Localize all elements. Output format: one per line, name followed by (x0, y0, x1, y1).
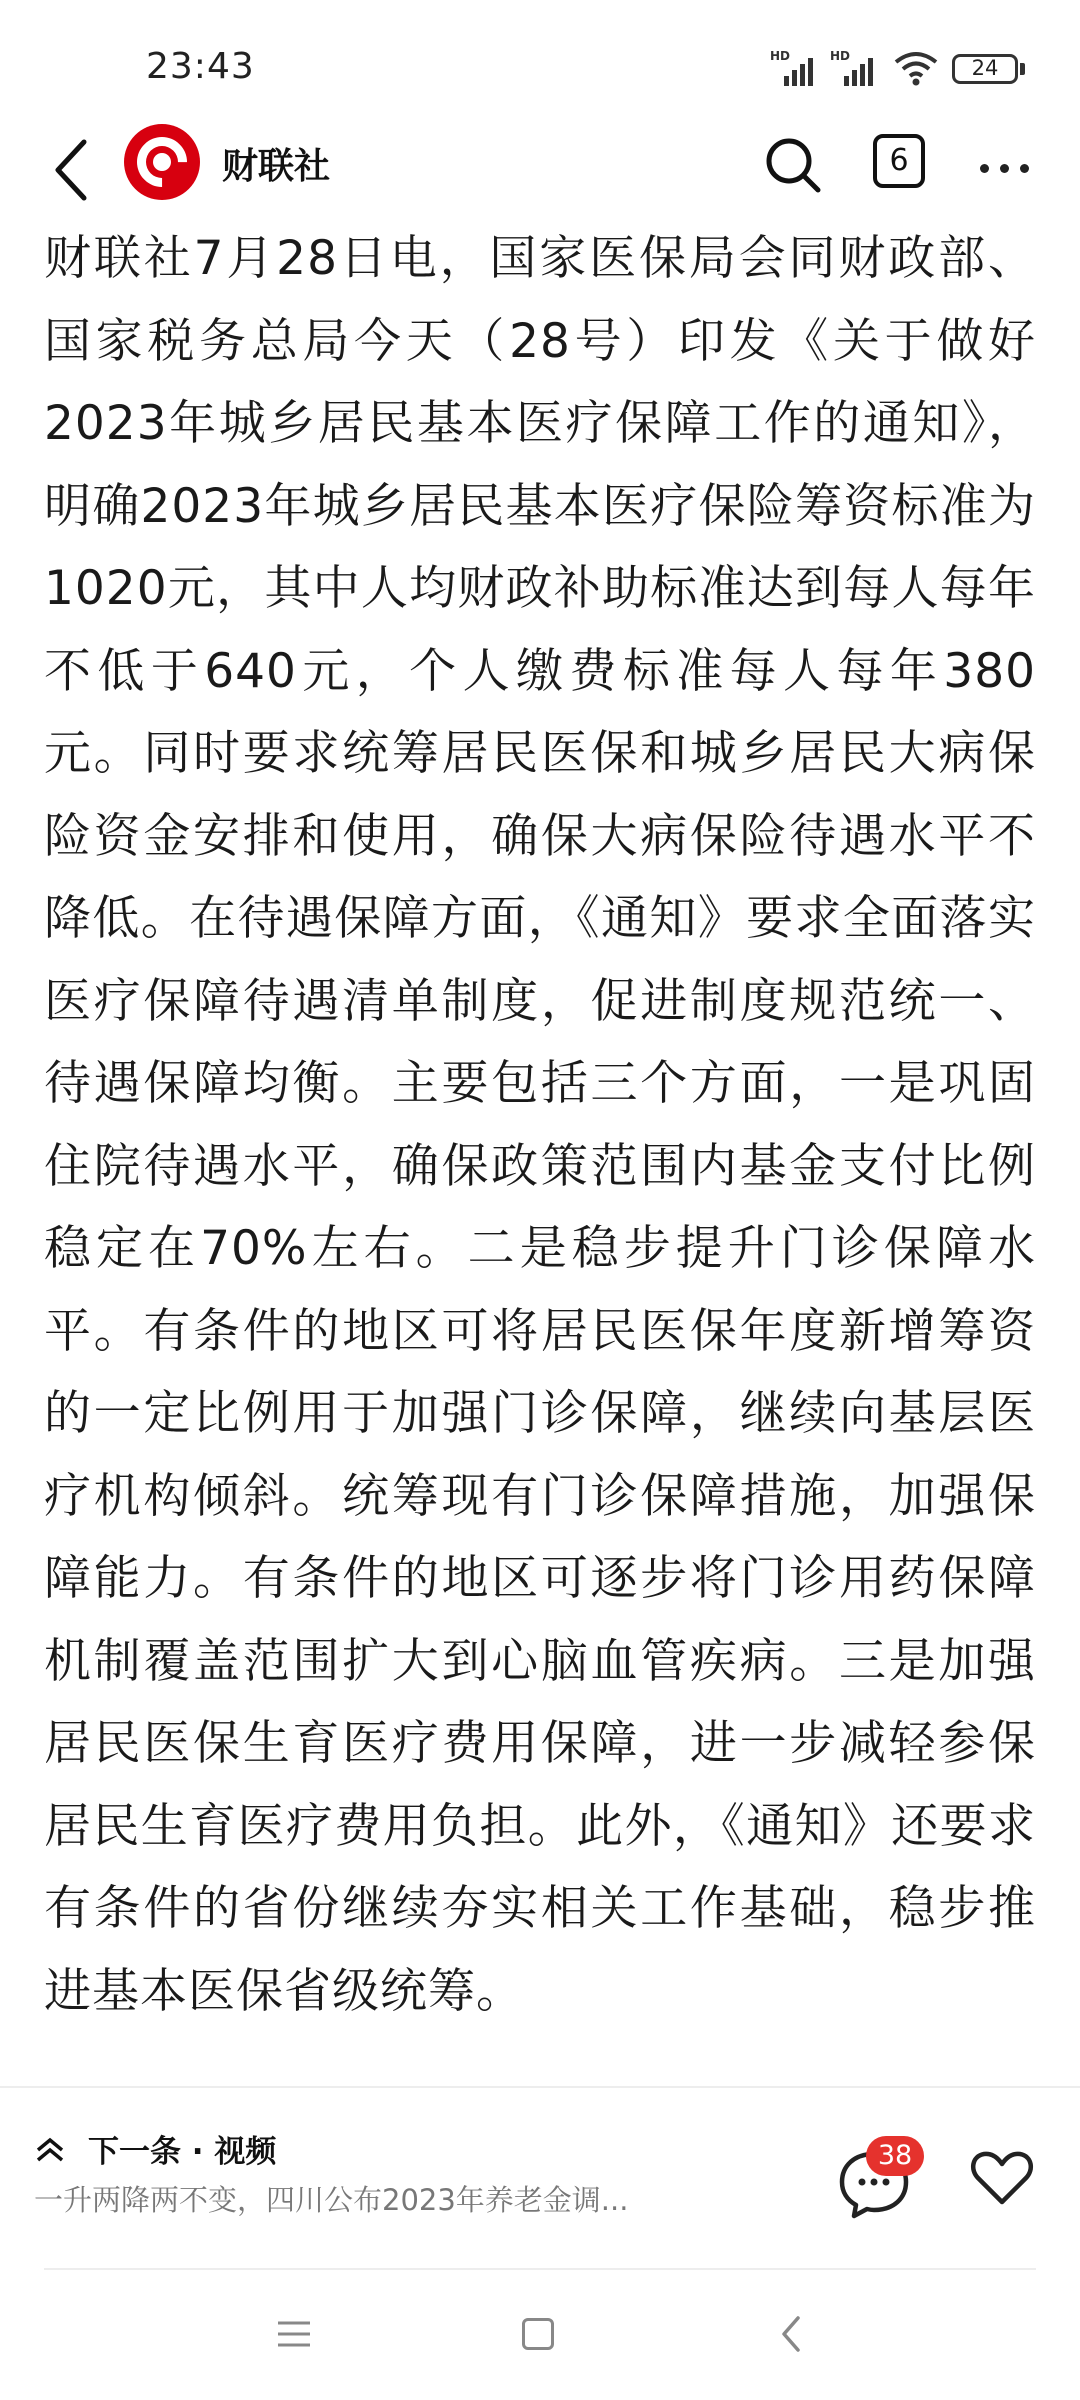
signal-icon (770, 48, 822, 88)
brand-logo-icon (124, 124, 200, 200)
next-item-title[interactable]: 一升两降两不变，四川公布2023年养老金调... (34, 2183, 629, 2217)
divider (44, 2268, 1036, 2270)
status-bar (0, 0, 1080, 130)
next-label: 下一条 · 视频 (88, 2134, 277, 2170)
status-time: 23:43 (146, 46, 255, 87)
wifi-icon (893, 50, 939, 86)
battery-icon (952, 54, 1018, 84)
home-icon[interactable] (522, 2318, 554, 2350)
battery-tip (1020, 63, 1025, 75)
chevron-up-icon (34, 2136, 66, 2164)
app-header (0, 120, 1080, 220)
svg-text:HD: HD (830, 49, 851, 63)
system-nav-bar (0, 2300, 1080, 2400)
back-arrow-icon[interactable] (44, 134, 104, 206)
divider (0, 2086, 1080, 2088)
brand-name[interactable]: 财联社 (222, 146, 331, 187)
more-icon[interactable] (980, 158, 1040, 177)
article-body: 财联社7月28日电，国家医保局会同财政部、国家税务总局今天（28号）印发《关于做好2023年城乡居民基本医疗保障工作的通知》，明确2023年城乡居民基本医疗保险筹资标准为1020元，其中人均财政补助标准达到每人每年不低于640元，个人缴费标准每人每年380元。同时要求统筹居民医保和城乡居民大病保险资金安排和使用，确保大病保险待遇水平不降低。在待遇保障方面，《通知》要求全面落实医疗保障待遇清单制度，促进制度规范统一、待遇保障均衡。主要包括三个方面，一是巩固住院待遇水平，确保政策范围内基金支付比例稳定在70%左右。二是稳步提升门诊保障水平。有条件的地区可将居民医保年度新增筹资的一定比例用于加强门诊保障，继续向基层医疗机构倾斜。统筹现有门诊保障措施，加强保障能力。有条件的地区可逐步将门诊用药保障机制覆盖范围扩大到心脑血管疾病。三是加强居民医保生育医疗费用保障，进一步减轻参保居民生育医疗费用负担。此外，《通知》还要求有条件的省份继续夯实相关工作基础，稳步推进基本医保省级统筹。 (44, 231, 1036, 2019)
search-icon[interactable] (762, 134, 824, 196)
nav-back-icon[interactable] (778, 2314, 804, 2354)
battery-level: 24 (971, 56, 999, 80)
heart-icon[interactable] (970, 2146, 1034, 2210)
signal-icon (830, 48, 882, 88)
tabs-count-button[interactable]: 6 (873, 134, 925, 188)
menu-icon[interactable] (276, 2318, 312, 2350)
svg-text:HD: HD (770, 49, 791, 63)
comment-count-badge: 38 (866, 2136, 924, 2176)
